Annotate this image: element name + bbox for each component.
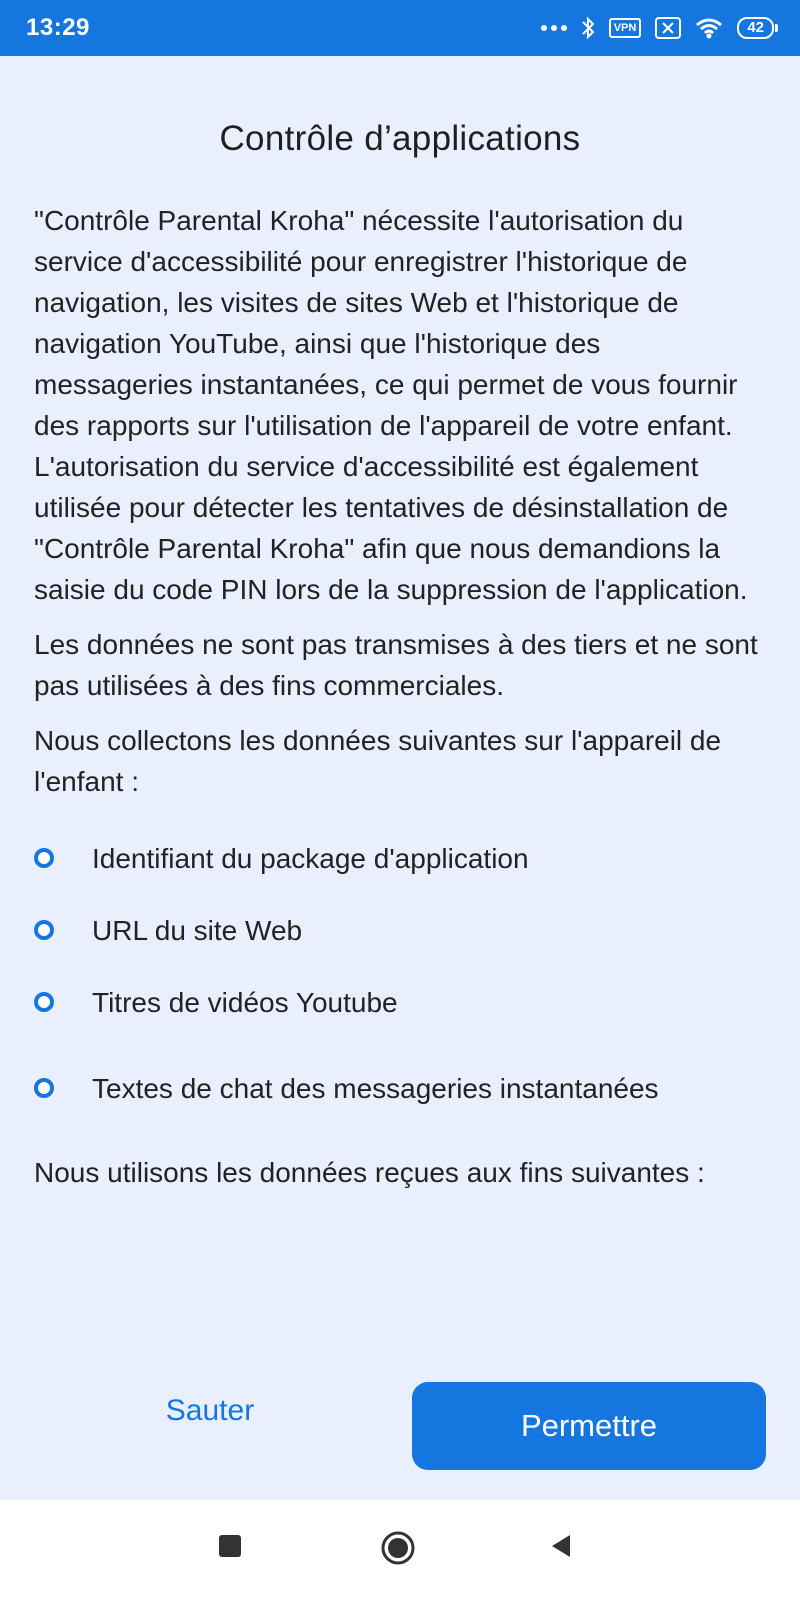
collected-data-list	[34, 822, 764, 1138]
bullet-dot-icon	[34, 1078, 54, 1098]
back-icon[interactable]	[548, 1532, 576, 1565]
description-paragraph-2: Les données ne sont pas transmises à des tiers et ne sont pas utilisées à des fins commerciales.	[34, 629, 758, 701]
list-item	[34, 1038, 764, 1138]
home-icon[interactable]	[380, 1530, 416, 1571]
battery-icon: 42	[737, 17, 774, 39]
list-item-text: Titres de vidéos Youtube	[92, 986, 398, 1018]
vpn-icon: VPN	[609, 18, 642, 38]
status-time: 13:29	[26, 14, 90, 41]
list-item	[34, 966, 764, 1038]
action-bar	[0, 1340, 800, 1490]
allow-button[interactable]: Permettre	[412, 1382, 766, 1470]
status-bar	[0, 0, 800, 56]
bullet-dot-icon	[34, 992, 54, 1012]
wifi-icon	[695, 17, 723, 39]
status-icons	[541, 16, 774, 40]
usage-purpose-text: Nous utilisons les données reçues aux fins suivantes :	[34, 1157, 705, 1188]
page-title: Contrôle d’applications	[219, 119, 581, 159]
description-paragraph-1: "Contrôle Parental Kroha" nécessite l'autorisation du service d'accessibilité pour enregistrer l'historique de navigation, les visites de sites Web et l'historique de navigation YouTube, ainsi que l'historique des messageries instantanées, ce qui permet de vous fournir des rapports sur l'utilisation de l'appareil de votre enfant. L'autorisation du service d'accessibilité est également utilisée pour détecter les tentatives de désinstallation de "Contrôle Parental Kroha" afin que nous demandions la saisie du code PIN lors de la suppression de l'application.	[34, 205, 748, 605]
list-item-text: Identifiant du package d'application	[92, 842, 529, 874]
recent-apps-icon[interactable]	[216, 1532, 244, 1565]
list-item	[34, 894, 764, 966]
bullet-dot-icon	[34, 848, 54, 868]
list-item-text: URL du site Web	[92, 914, 303, 946]
list-item-text: Textes de chat des messageries instantanées	[92, 1072, 659, 1104]
bullet-dot-icon	[34, 920, 54, 940]
description-paragraph-3: Nous collectons les données suivantes sur l'appareil de l'enfant :	[34, 725, 722, 797]
system-nav-bar	[0, 1500, 800, 1600]
bluetooth-icon	[581, 16, 595, 40]
list-item	[34, 822, 764, 894]
skip-button[interactable]: Sauter	[110, 1375, 310, 1447]
more-dots-icon	[541, 24, 567, 32]
permission-description	[34, 200, 764, 1207]
sim-off-icon	[655, 17, 681, 39]
